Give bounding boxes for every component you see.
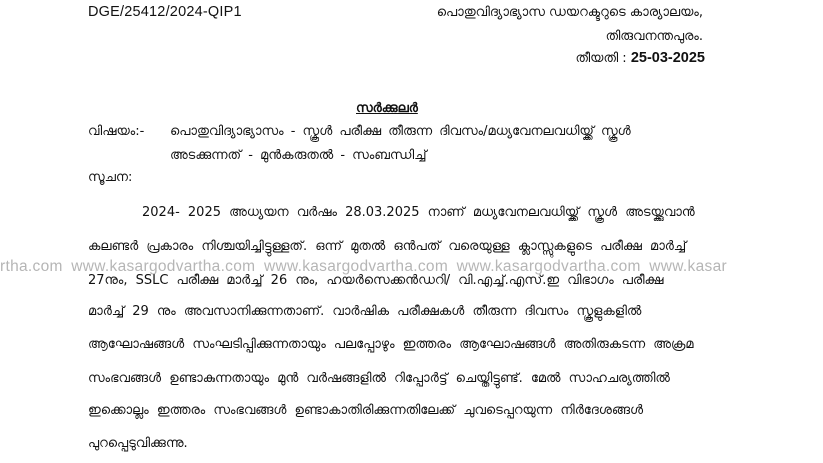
body-line: 27നും, SSLC പരീക്ഷ മാർച്ച് 26 നും, ഹയർസെക്കൻഡറി/ വി.എച്ച്.എസ്.ഇ വിഭാഗം പരീക്ഷ xyxy=(88,273,664,288)
circular-title: സർക്കുലർ xyxy=(356,101,418,116)
date-line xyxy=(420,50,705,66)
body-line: 2024- 2025 അധ്യയന വർഷം 28.03.2025 നാണ് മധ്യവേനലവധിയ്ക്ക് സ്കൂൾ അടയ്ക്കുവാൻ xyxy=(142,205,695,220)
date-label: തീയതി : xyxy=(575,51,627,66)
file-number: DGE/25412/2024-QIP1 xyxy=(88,4,242,20)
date-value: 25-03-2025 xyxy=(630,50,705,66)
subject-line: പൊതുവിദ്യാഭ്യാസം - സ്കൂൾ പരീക്ഷ തീരുന്ന ദിവസം/മധ്യവേനലവധിയ്ക്ക് സ്കൂൾ xyxy=(170,124,631,139)
office-place: തിരുവനന്തപുരം. xyxy=(605,29,703,44)
body-line: ഇക്കൊല്ലം ഇത്തരം സംഭവങ്ങൾ ഉണ്ടാകാതിരിക്കുന്നതിലേക്ക് ചുവടെപ്പറയുന്ന നിർദേശങ്ങൾ xyxy=(88,403,644,418)
body-line: മാർച്ച് 29 നും അവസാനിക്കുന്നതാണ്. വാർഷിക പരീക്ഷകൾ തീരുന്ന ദിവസം സ്കൂളുകളിൽ xyxy=(88,304,642,319)
subject-line: അടക്കുന്നത് - മുൻകരുതൽ - സംബന്ധിച്ച് xyxy=(170,148,427,163)
office-name: പൊതുവിദ്യാഭ്യാസ ഡയറക്ടറുടെ കാര്യാലയം, xyxy=(436,5,703,20)
watermark: rtha.com www.kasargodvartha.com www.kasargodvartha.com www.kasargodvartha.com www.kasar xyxy=(0,258,727,275)
body-line: സംഭവങ്ങൾ ഉണ്ടാകുന്നതായും മുൻ വർഷങ്ങളിൽ റിപ്പോർട്ട് ചെയ്തിട്ടുണ്ട്. മേൽ സാഹചര്യത്തിൽ xyxy=(88,371,670,386)
reference-label: സൂചന: xyxy=(88,170,133,185)
body-line: കലണ്ടർ പ്രകാരം നിശ്ചയിച്ചിട്ടുള്ളത്. ഒന്ന് മുതൽ ഒൻപത് വരെയുള്ള ക്ലാസ്സുകളുടെ പരീക്ഷ മാർച്ച് xyxy=(88,239,687,254)
body-line: ആഘോഷങ്ങൾ സംഘടിപ്പിക്കുന്നതായും പലപ്പോഴും ഇത്തരം ആഘോഷങ്ങൾ അതിരുകടന്ന അക്രമ xyxy=(88,337,694,352)
body-line: പുറപ്പെടുവിക്കുന്നു. xyxy=(88,436,188,451)
subject-label: വിഷയം:- xyxy=(88,124,145,139)
